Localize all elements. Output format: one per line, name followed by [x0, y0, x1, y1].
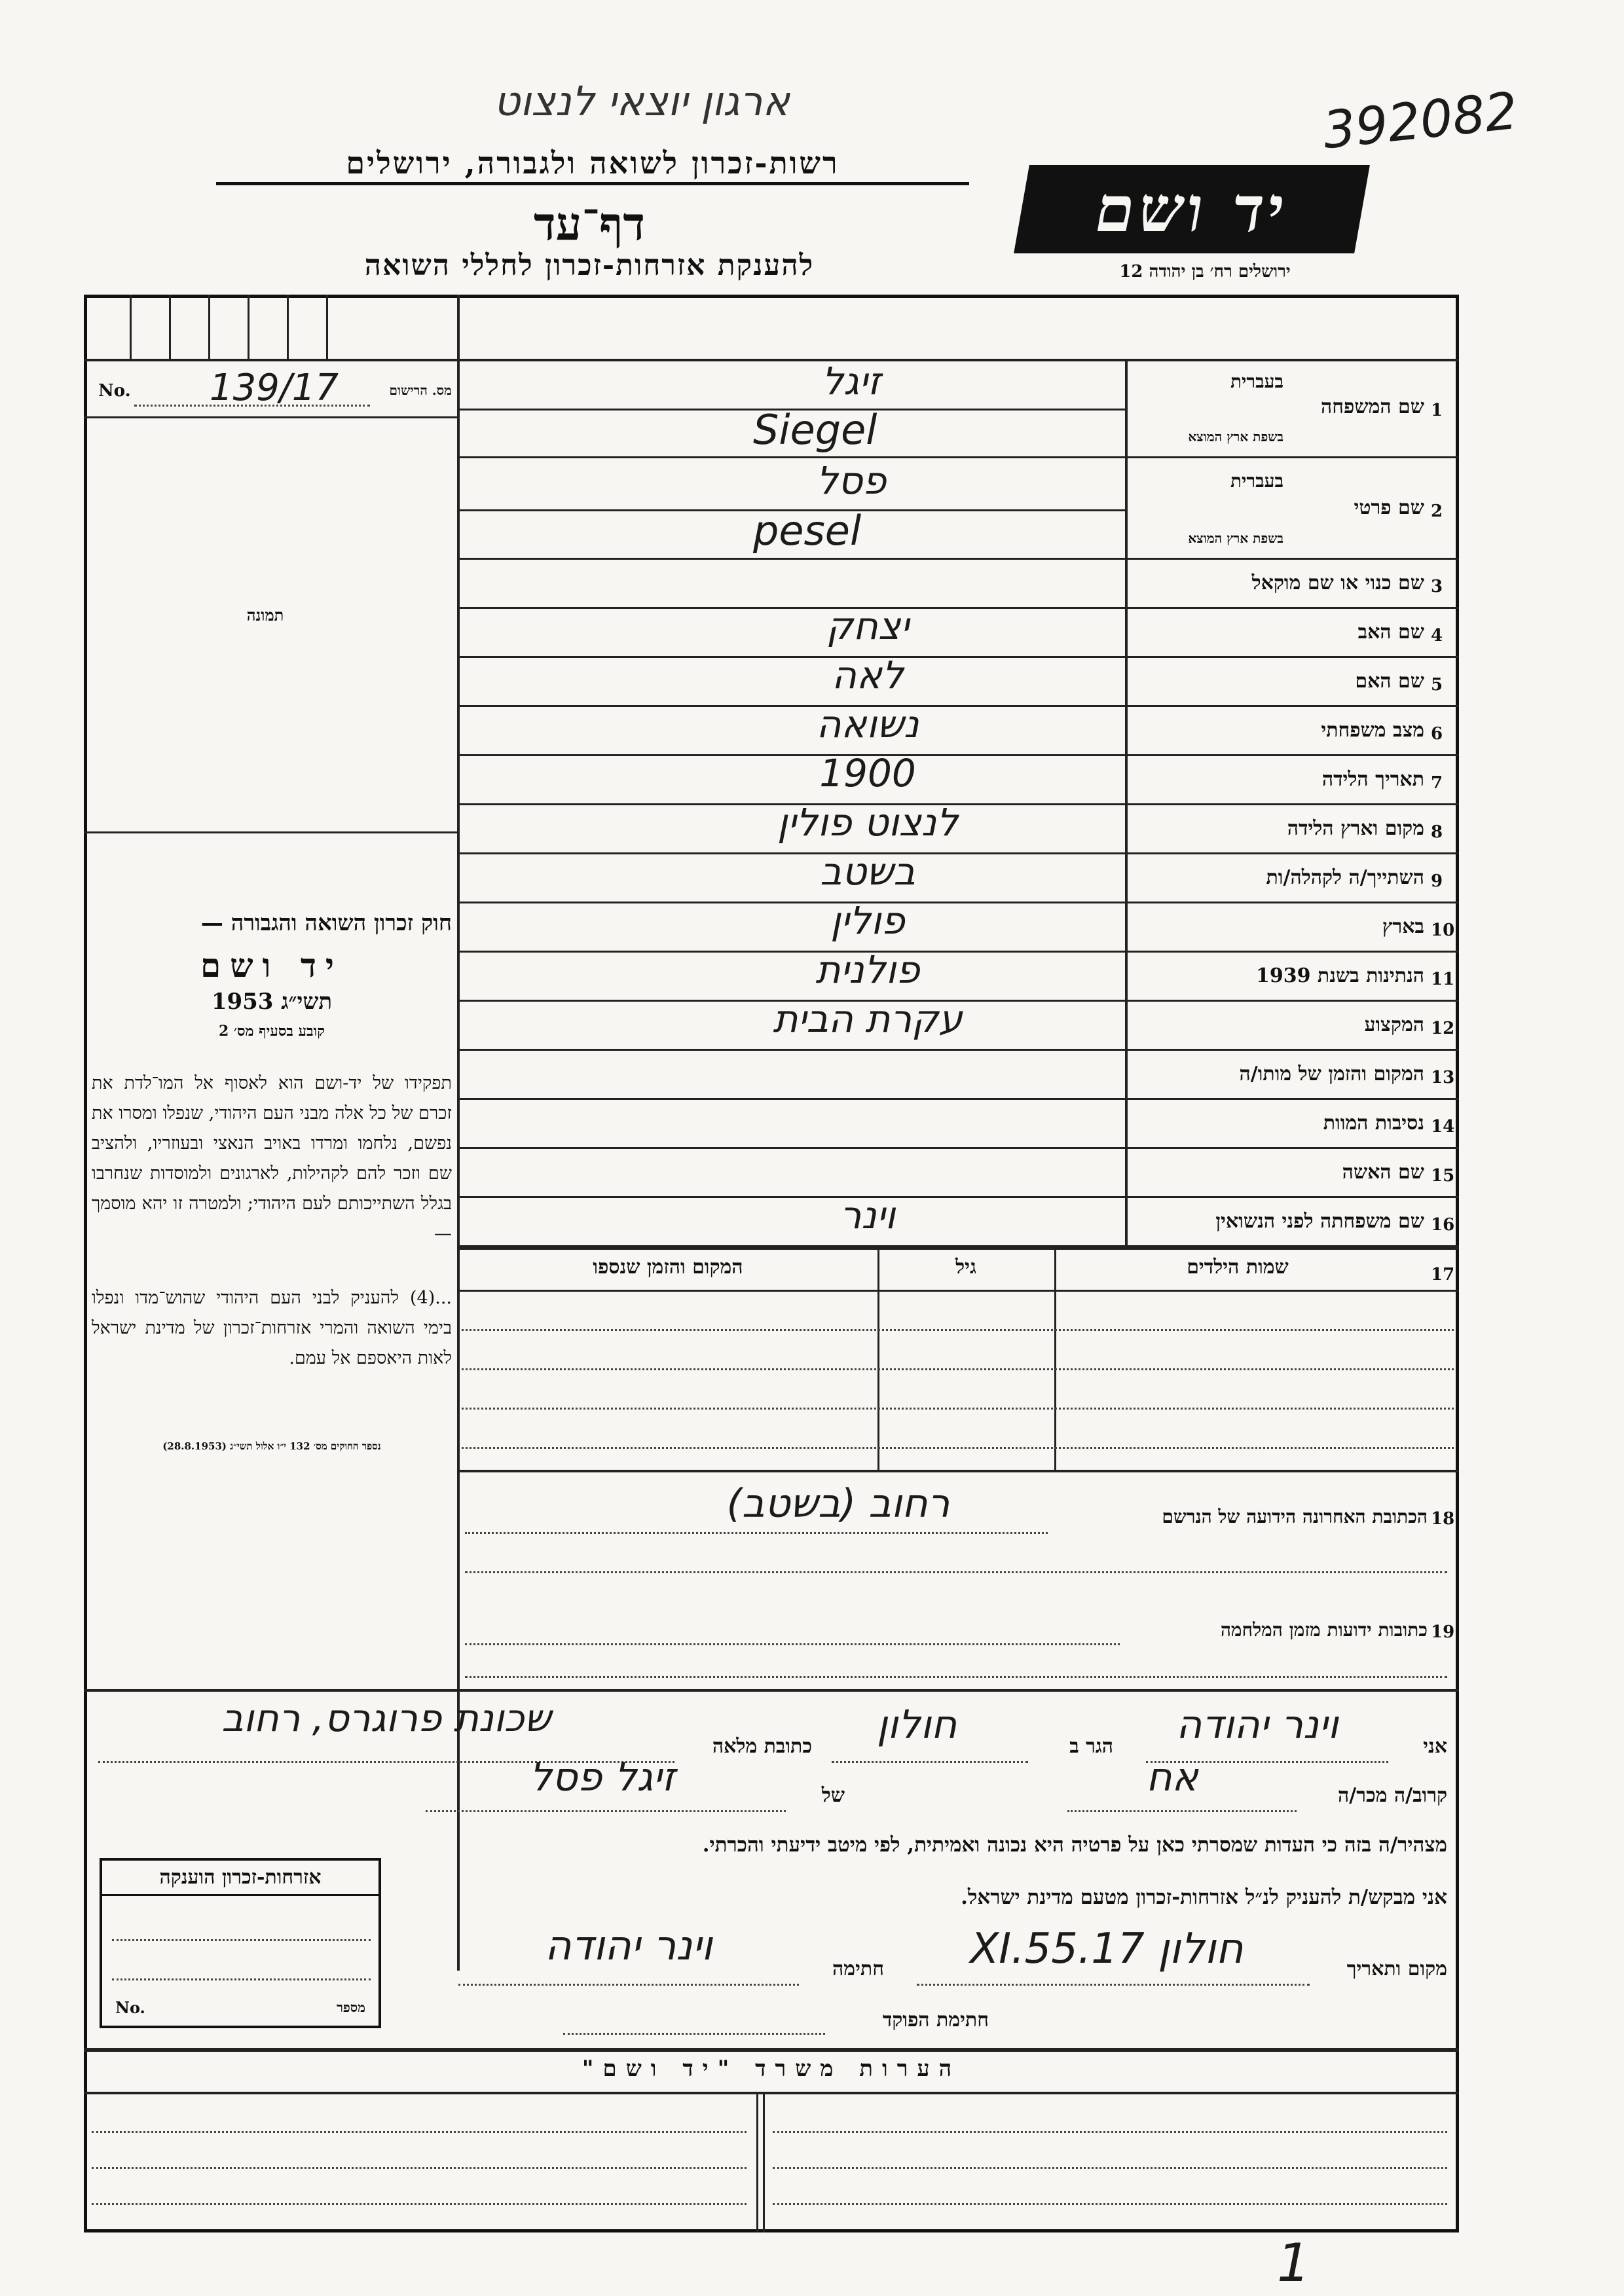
decl-official-label: חתימת הפוקד: [882, 2009, 989, 2032]
children-col-names: שמות הילדים: [1187, 1256, 1289, 1279]
field-4-label: שם האב: [1357, 620, 1424, 644]
field-3-num: 3: [1431, 576, 1443, 596]
law-paragraph-1: תפקידו של יד-ושם הוא לאסוף אל המו־לדת את זכרם של כל אלה מבני העם היהודי, שנפלו ומסרו את נפשם, נלחמו ומרדו באויב הנאצי ובעוזריו, ולהציב שם וזכר להם לקהילות, לארגונים ולמוסדות שנחרבו בגלל השתייכותם לעם היהודי; ולמטרה זו יהא מוסמך —: [92, 1073, 452, 1244]
field-row-1: [458, 359, 1459, 458]
law-name: יד ושם: [200, 946, 343, 985]
photo-label: תמונה: [246, 606, 284, 625]
logo-text: יד ושם: [1089, 172, 1295, 246]
field-16-value: וינר: [840, 1192, 896, 1237]
field-10-num: 10: [1431, 920, 1455, 940]
registry-no-value: 139/17: [210, 367, 339, 409]
field-9-value: בשטב: [820, 848, 915, 894]
form-subtitle: להענקת אזרחות-זכרון לחללי השואה: [364, 249, 815, 282]
decl-address-value: שכונת פרוגרס, רחוב: [221, 1696, 551, 1740]
field-2-label: שם פרטי: [1354, 496, 1424, 519]
field-2-num: 2: [1431, 501, 1443, 521]
page-number: 1: [1277, 2232, 1310, 2293]
field-11-label: הנתינות בשנת 1939: [1255, 964, 1424, 987]
office-notes-title: הערות משרד "יד ושם": [581, 2056, 961, 2082]
registry-number: [98, 367, 452, 409]
field-12-label: המקצוע: [1364, 1013, 1424, 1036]
field-5-num: 5: [1431, 674, 1443, 695]
decl-address-label: כתובת מלאה: [712, 1735, 812, 1758]
law-ref: קובע בסעיף מס׳ 2: [218, 1023, 325, 1040]
law-title: חוק זכרון השואה והגבורה —: [200, 910, 452, 936]
children-num: 17: [1431, 1265, 1455, 1285]
decl-of-value: זיגל פסל: [529, 1755, 676, 1800]
field-row-8: [458, 799, 1459, 854]
field-11-value: פולנית: [815, 947, 920, 992]
field-4-value: יצחק: [826, 603, 910, 648]
field-14-label: נסיבות המוות: [1323, 1111, 1424, 1135]
field-row-9: [458, 848, 1459, 903]
field-row-4: [458, 603, 1459, 658]
decl-signature-label: חתימה: [832, 1958, 884, 1980]
field-12-num: 12: [1431, 1018, 1455, 1038]
field-2-sub-top: בעברית: [1230, 470, 1283, 492]
field-row-15: [458, 1149, 1459, 1198]
field-5-label: שם האם: [1355, 669, 1424, 693]
registry-hebrew-label: מס. הרישום: [389, 382, 452, 398]
citizenship-box: [100, 1858, 381, 2028]
address: ירושלים רח׳ בן יהודה 12: [1119, 262, 1291, 282]
field-row-12: [458, 996, 1459, 1051]
field-18-value: רחוב (בשטב): [726, 1481, 950, 1527]
field-14-num: 14: [1431, 1116, 1455, 1137]
field-2-sub-bottom: בשפת ארץ המוצא: [1188, 530, 1283, 546]
field-18-num: 18: [1431, 1509, 1455, 1529]
law-paragraph-2: ...(4) להעניק לבני העם היהודי שהוש־מדו ונפלו בימי השואה והמרי אזרחות־זכרון של מדינת ישראל לאות היאספם אל עמם.: [92, 1288, 452, 1368]
field-8-label: מקום וארץ הלידה: [1287, 816, 1424, 840]
field-15-num: 15: [1431, 1165, 1455, 1186]
field-7-label: תאריך הלידה: [1321, 767, 1424, 791]
field-19-num: 19: [1431, 1622, 1455, 1642]
field-row-7: [458, 750, 1459, 805]
field-16-label: שם משפחתה לפני הנשואין: [1215, 1209, 1424, 1233]
field-row-10: [458, 898, 1459, 953]
field-9-num: 9: [1431, 871, 1443, 891]
field-10-value: פולין: [830, 898, 905, 943]
decl-place-date-label: מקום ותאריך: [1346, 1958, 1447, 1980]
field-10-label: בארץ: [1382, 915, 1424, 938]
field-6-num: 6: [1431, 723, 1443, 744]
field-12-value: עקרת הבית: [773, 996, 963, 1041]
citizenship-no-label: No.: [115, 1998, 145, 2017]
field-row-5: [458, 652, 1459, 707]
field-6-value: נשואה: [816, 701, 919, 746]
field-row-2: [458, 458, 1459, 560]
field-13-label: המקום והזמן של מותו/ה: [1239, 1062, 1424, 1085]
field-8-num: 8: [1431, 822, 1443, 842]
field-1-value-origin: Siegel: [753, 406, 877, 454]
decl-relative-value: אח: [1146, 1755, 1198, 1800]
field-15-label: שם האשה: [1342, 1160, 1424, 1184]
citizenship-title: אזרחות-זכרון הוענקה: [102, 1866, 378, 1896]
top-stamp: ארגון יוצאי לנצוט: [494, 77, 790, 125]
field-1-value-hebrew: זיגל: [822, 359, 881, 403]
field-7-value: 1900: [819, 750, 916, 795]
children-col-place: המקום והזמן שנספו: [593, 1256, 743, 1279]
children-col-age: גיל: [955, 1256, 976, 1279]
decl-lives-label: הגר ב: [1069, 1735, 1113, 1758]
decl-of-label: של: [821, 1784, 845, 1807]
field-18-label: הכתובת האחרונה הידועה של הנרשם: [1162, 1506, 1428, 1527]
field-19-label: כתובות ידועות מזמן המלחמה: [1220, 1619, 1428, 1641]
field-row-16: [458, 1192, 1459, 1247]
field-13-num: 13: [1431, 1067, 1455, 1087]
field-1-num: 1: [1431, 401, 1443, 420]
decl-relative-label: קרוב/ה מכר/ה: [1338, 1784, 1447, 1807]
decl-lives-value: חולון: [876, 1702, 957, 1748]
decl-place-date-value: חולון 17.XI.55: [970, 1925, 1244, 1973]
registry-no-label: No.: [98, 381, 131, 401]
form-title: דף־עד: [533, 196, 645, 251]
field-4-num: 4: [1431, 625, 1443, 646]
field-2-value-hebrew: פסל: [816, 458, 887, 503]
decl-signature-value: וינר יהודה: [545, 1922, 712, 1969]
decl-statement-1: מצהיר/ה בזה כי העדות שמסרתי כאן על פרטיה היא נכונה ואמיתית, לפי מיטב ידיעתי והכרתי.: [702, 1833, 1447, 1857]
field-1-label: שם המשפחה: [1320, 395, 1424, 418]
field-3-label: שם כנוי או שם מוקאל: [1251, 571, 1424, 594]
field-11-num: 11: [1431, 969, 1455, 989]
authority-name: רשות-זכרון לשואה ולגבורה, ירושלים: [216, 145, 969, 185]
decl-statement-2: אני מבקש/ת להעניק לנ״ל אזרחות-זכרון מטעם מדינת ישראל.: [961, 1886, 1447, 1909]
field-6-label: מצב משפחתי: [1321, 718, 1424, 742]
catalog-number: 392082: [1320, 81, 1521, 161]
field-row-14: [458, 1100, 1459, 1149]
law-year: תשי״ג 1953: [211, 989, 333, 1015]
field-row-3: [458, 560, 1459, 609]
field-2-value-origin: pesel: [753, 506, 862, 555]
field-5-value: לאה: [832, 652, 904, 697]
field-8-value: לנצוט פולין: [777, 799, 959, 845]
field-1-sub-bottom: בשפת ארץ המוצא: [1188, 429, 1283, 445]
field-row-13: [458, 1051, 1459, 1100]
citizenship-no-hebrew: מספר: [337, 1999, 365, 2015]
field-7-num: 7: [1431, 773, 1443, 793]
decl-i-value: וינר יהודה: [1176, 1702, 1338, 1748]
field-row-6: [458, 701, 1459, 756]
field-9-label: השתייך/ה לקהלה/ות: [1266, 866, 1424, 889]
law-footnote: נספר החוקים מס׳ 132 י״ו אלול תשי״ג (28.8.1953): [162, 1440, 381, 1452]
field-16-num: 16: [1431, 1214, 1455, 1235]
decl-i-label: אני: [1423, 1735, 1447, 1758]
field-row-11: [458, 947, 1459, 1002]
field-1-sub-top: בעברית: [1230, 371, 1283, 392]
yad-vashem-logo: [1014, 165, 1370, 253]
